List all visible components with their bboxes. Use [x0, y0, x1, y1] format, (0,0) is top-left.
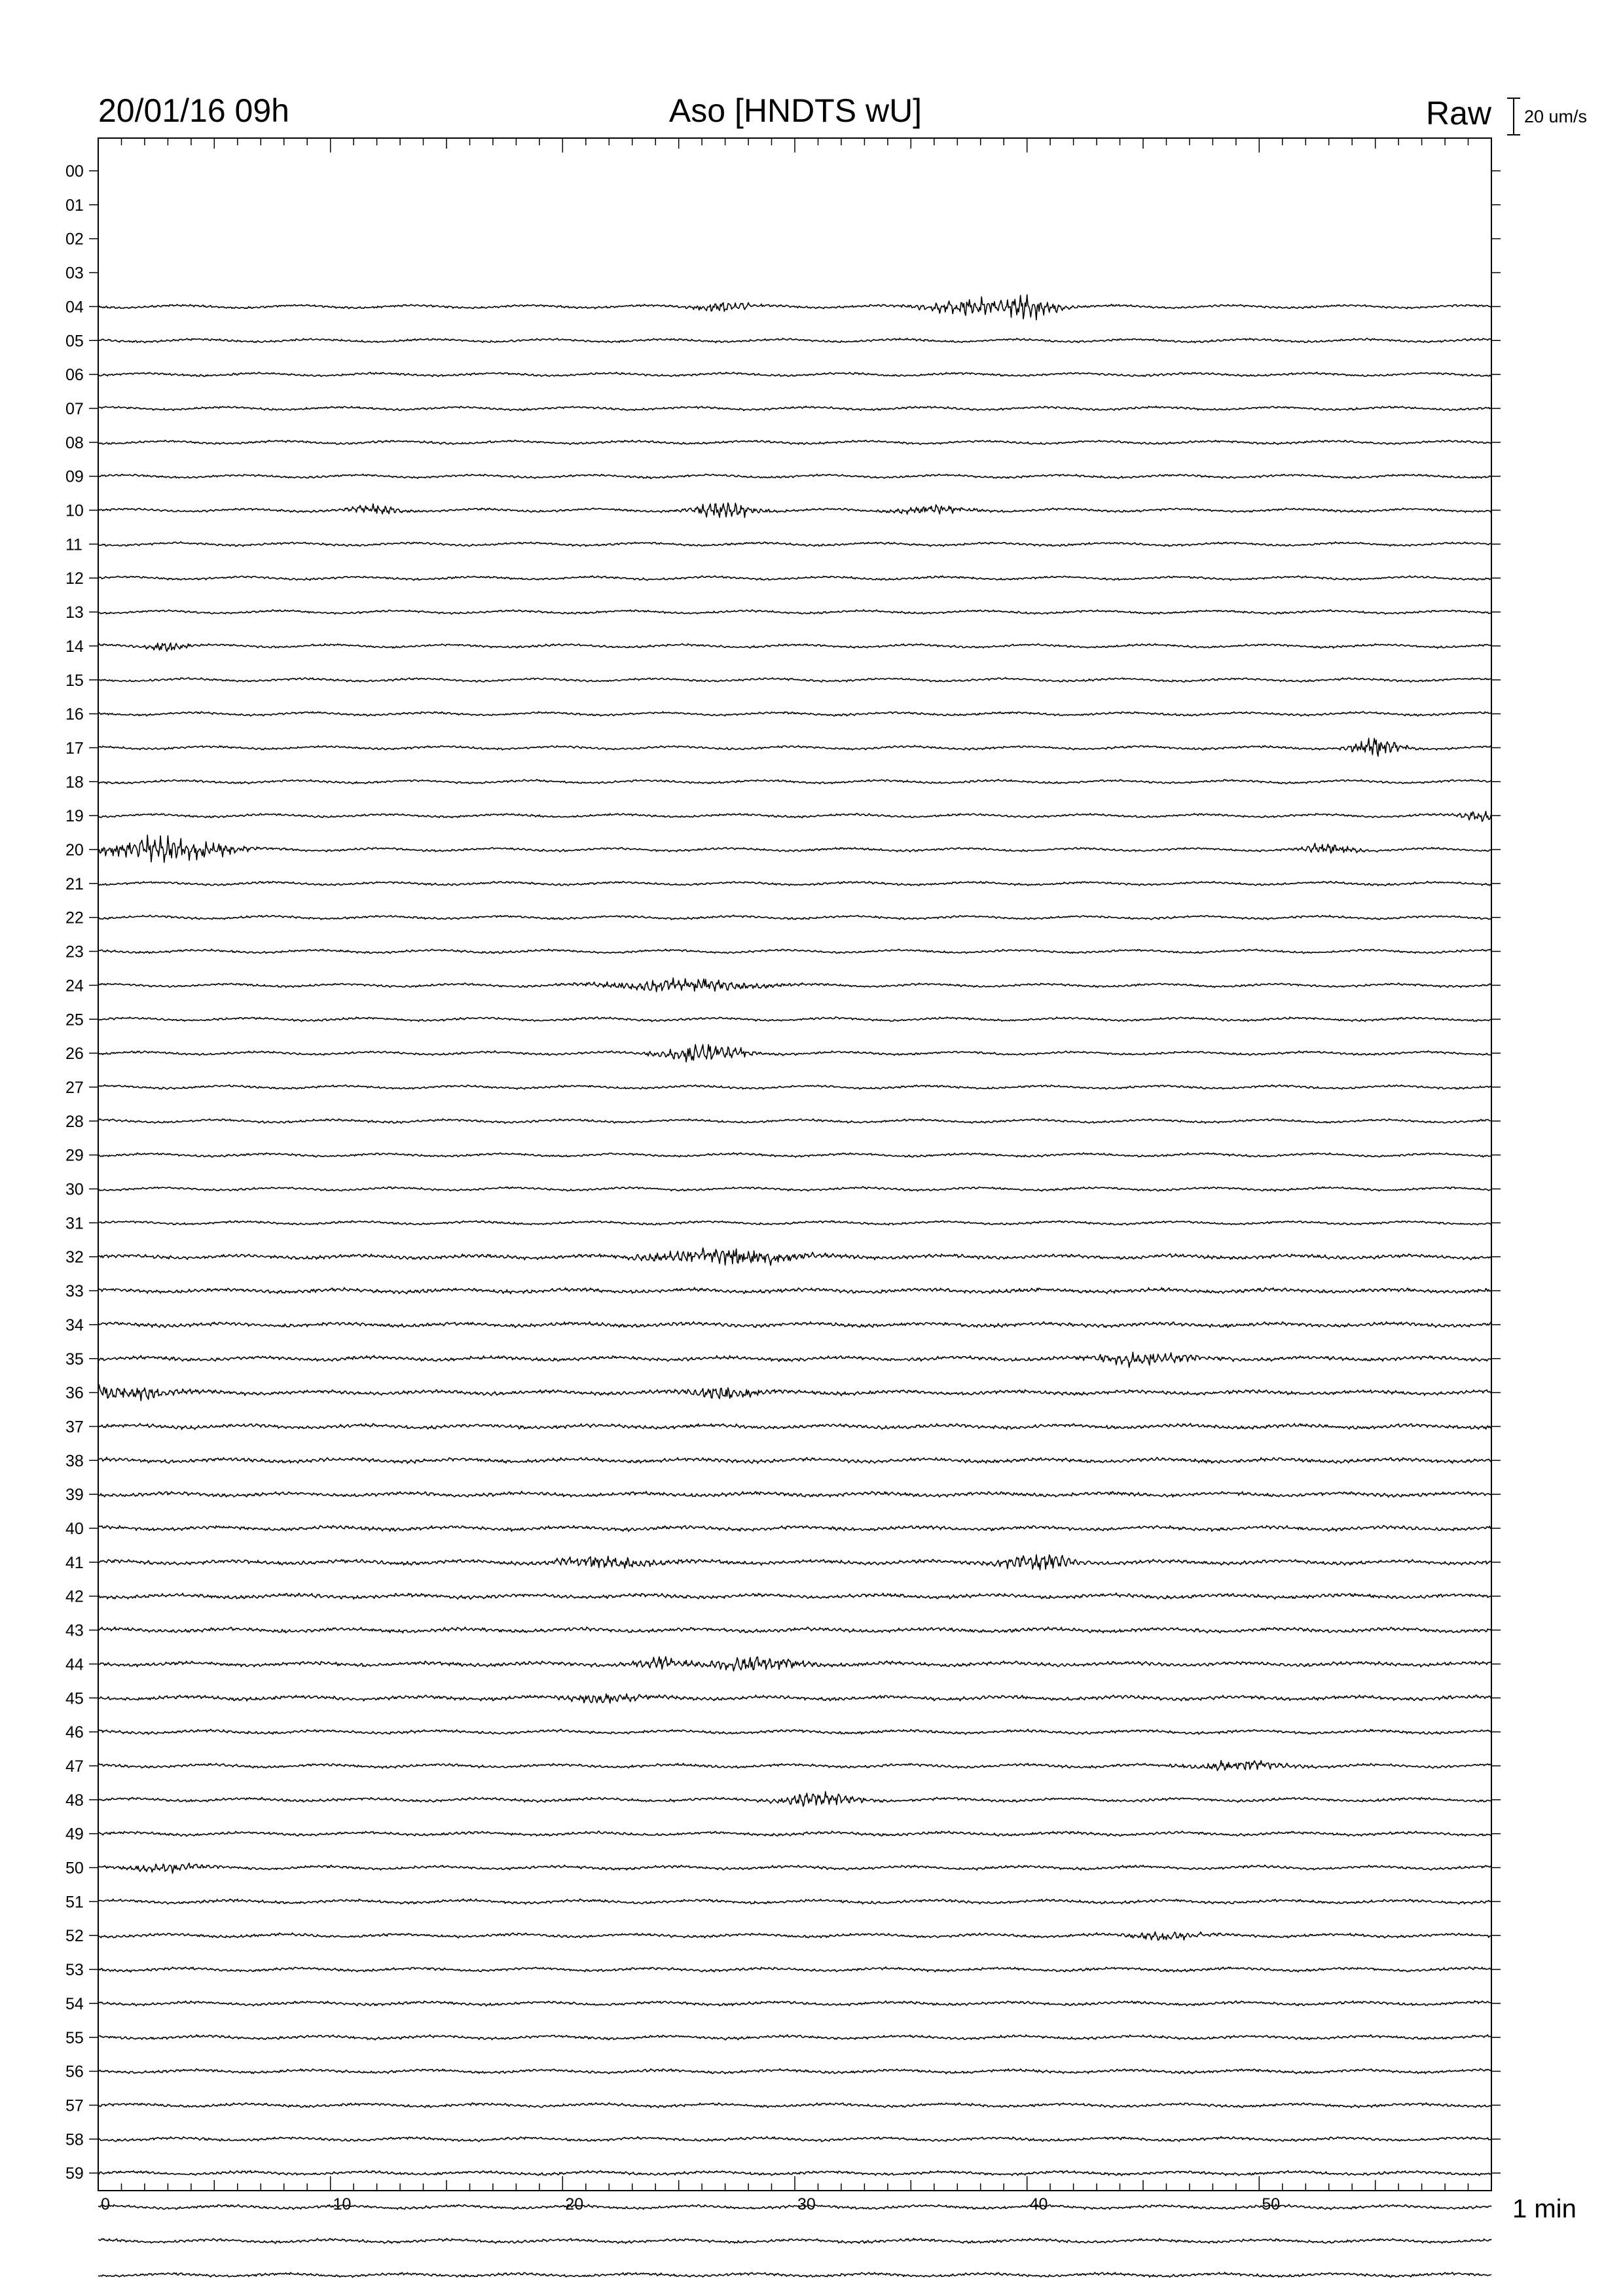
trace-line [98, 1526, 1491, 1532]
trace-line [98, 1555, 1491, 1570]
row-label: 12 [65, 569, 84, 588]
row-label: 36 [65, 1384, 84, 1403]
row-label: 32 [65, 1248, 84, 1267]
trace-line [98, 542, 1491, 547]
x-tick-labels [101, 2195, 1280, 2214]
row-labels [65, 162, 1501, 2183]
row-label: 51 [65, 1893, 84, 1912]
row-label: 33 [65, 1282, 84, 1301]
trace-line [98, 2103, 1491, 2108]
scale-label: 20 um/s [1524, 107, 1588, 126]
trace-line [98, 2170, 1491, 2176]
row-label: 43 [65, 1621, 84, 1640]
trace-line [98, 812, 1491, 821]
row-label: 01 [65, 196, 84, 215]
trace-line [98, 1017, 1491, 1022]
trace-line [98, 1863, 1491, 1874]
row-label: 39 [65, 1486, 84, 1505]
trace-line [98, 915, 1491, 920]
trace-line [98, 1085, 1491, 1090]
trace-line [98, 503, 1491, 517]
row-label: 29 [65, 1146, 84, 1165]
row-label: 17 [65, 739, 84, 758]
x-tick-label: 50 [1262, 2195, 1281, 2214]
row-label: 09 [65, 467, 84, 486]
row-label: 26 [65, 1045, 84, 1064]
trace-line [98, 1694, 1491, 1703]
row-label: 52 [65, 1927, 84, 1946]
x-tick-label: 40 [1029, 2195, 1048, 2214]
row-label: 38 [65, 1452, 84, 1471]
row-label: 48 [65, 1791, 84, 1810]
row-label: 16 [65, 705, 84, 724]
row-label: 11 [65, 535, 82, 554]
trace-line [98, 1424, 1491, 1429]
row-label: 25 [65, 1011, 84, 1030]
row-label: 10 [65, 501, 84, 520]
row-label: 03 [65, 264, 84, 283]
trace-line [98, 2069, 1491, 2074]
trace-line [98, 1491, 1491, 1497]
trace-line [98, 1831, 1491, 1837]
trace-line [98, 1932, 1491, 1941]
row-label: 45 [65, 1689, 84, 1708]
trace-line [98, 2204, 1491, 2210]
trace-line [98, 1045, 1491, 1062]
trace-line [98, 474, 1491, 478]
trace-line [98, 835, 1491, 863]
row-label: 05 [65, 332, 84, 351]
trace-line [98, 1153, 1491, 1157]
trace-line [98, 711, 1491, 716]
trace-line [98, 738, 1491, 756]
row-label: 34 [65, 1316, 84, 1335]
row-label: 44 [65, 1655, 84, 1674]
x-tick-label: 10 [333, 2195, 352, 2214]
row-label: 37 [65, 1418, 84, 1437]
trace-line [98, 576, 1491, 581]
scale-bar [1507, 98, 1520, 135]
trace-line [98, 1221, 1491, 1225]
trace-line [98, 2136, 1491, 2142]
trace-line [98, 1791, 1491, 1806]
chart-datetime: 20/01/16 09h [98, 92, 289, 129]
row-label: 53 [65, 1961, 84, 1980]
trace-line [98, 2001, 1491, 2006]
row-label: 24 [65, 977, 84, 996]
trace-line [98, 677, 1491, 682]
row-label: 14 [65, 637, 84, 656]
trace-line [98, 978, 1491, 992]
row-label: 59 [65, 2164, 84, 2183]
x-tick-label: 20 [565, 2195, 584, 2214]
row-label: 04 [65, 298, 84, 317]
trace-line [98, 1967, 1491, 1972]
plot-frame [98, 138, 1491, 2191]
trace-line [98, 780, 1491, 784]
row-label: 23 [65, 942, 84, 961]
row-label: 31 [65, 1214, 84, 1233]
trace-line [98, 610, 1491, 615]
row-label: 40 [65, 1520, 84, 1538]
row-label: 54 [65, 1994, 84, 2013]
row-label: 08 [65, 433, 84, 452]
row-label: 35 [65, 1350, 84, 1369]
trace-line [98, 1287, 1491, 1294]
trace-line [98, 1729, 1491, 1734]
row-label: 20 [65, 841, 84, 859]
trace-line [98, 1593, 1491, 1600]
trace-line [98, 406, 1491, 410]
trace-line [98, 338, 1491, 343]
chart-title: Aso [HNDTS wU] [668, 92, 922, 129]
row-label: 07 [65, 399, 84, 418]
trace-line [98, 1352, 1491, 1367]
trace-line [98, 2238, 1491, 2244]
row-label: 46 [65, 1723, 84, 1742]
row-label: 28 [65, 1112, 84, 1131]
minute-ticks [122, 138, 1468, 2191]
row-label: 18 [65, 773, 84, 792]
trace-line [98, 1761, 1491, 1770]
traces [98, 295, 1491, 2277]
row-label: 58 [65, 2130, 84, 2149]
row-label: 56 [65, 2062, 84, 2081]
trace-line [98, 1457, 1491, 1463]
row-label: 13 [65, 603, 84, 622]
row-label: 27 [65, 1078, 84, 1097]
trace-line [98, 1248, 1491, 1266]
trace-line [98, 372, 1491, 377]
trace-line [98, 1627, 1491, 1633]
trace-line [98, 2035, 1491, 2040]
row-label: 57 [65, 2096, 84, 2115]
x-tick-label: 30 [797, 2195, 816, 2214]
x-tick-label: 0 [101, 2195, 110, 2214]
row-label: 19 [65, 807, 84, 826]
row-label: 47 [65, 1757, 84, 1776]
trace-line [98, 1899, 1491, 1904]
trace-line [98, 2272, 1491, 2278]
trace-line [98, 295, 1491, 319]
trace-line [98, 440, 1491, 444]
row-label: 50 [65, 1859, 84, 1878]
row-label: 22 [65, 908, 84, 927]
trace-line [98, 1119, 1491, 1123]
trace-line [98, 882, 1491, 886]
trace-line [98, 949, 1491, 954]
row-label: 21 [65, 874, 84, 893]
x-axis-label: 1 min [1512, 2195, 1577, 2223]
row-label: 15 [65, 671, 84, 690]
trace-line [98, 1657, 1491, 1671]
row-label: 00 [65, 162, 84, 181]
row-label: 41 [65, 1553, 84, 1572]
row-label: 30 [65, 1180, 84, 1199]
row-label: 42 [65, 1587, 84, 1606]
trace-line [98, 643, 1491, 651]
row-label: 55 [65, 2028, 84, 2047]
trace-line [98, 1385, 1491, 1401]
trace-line [98, 1321, 1491, 1327]
trace-line [98, 1187, 1491, 1191]
row-label: 49 [65, 1825, 84, 1844]
row-label: 06 [65, 366, 84, 385]
row-label: 02 [65, 230, 84, 249]
mode-label: Raw [1425, 95, 1491, 132]
